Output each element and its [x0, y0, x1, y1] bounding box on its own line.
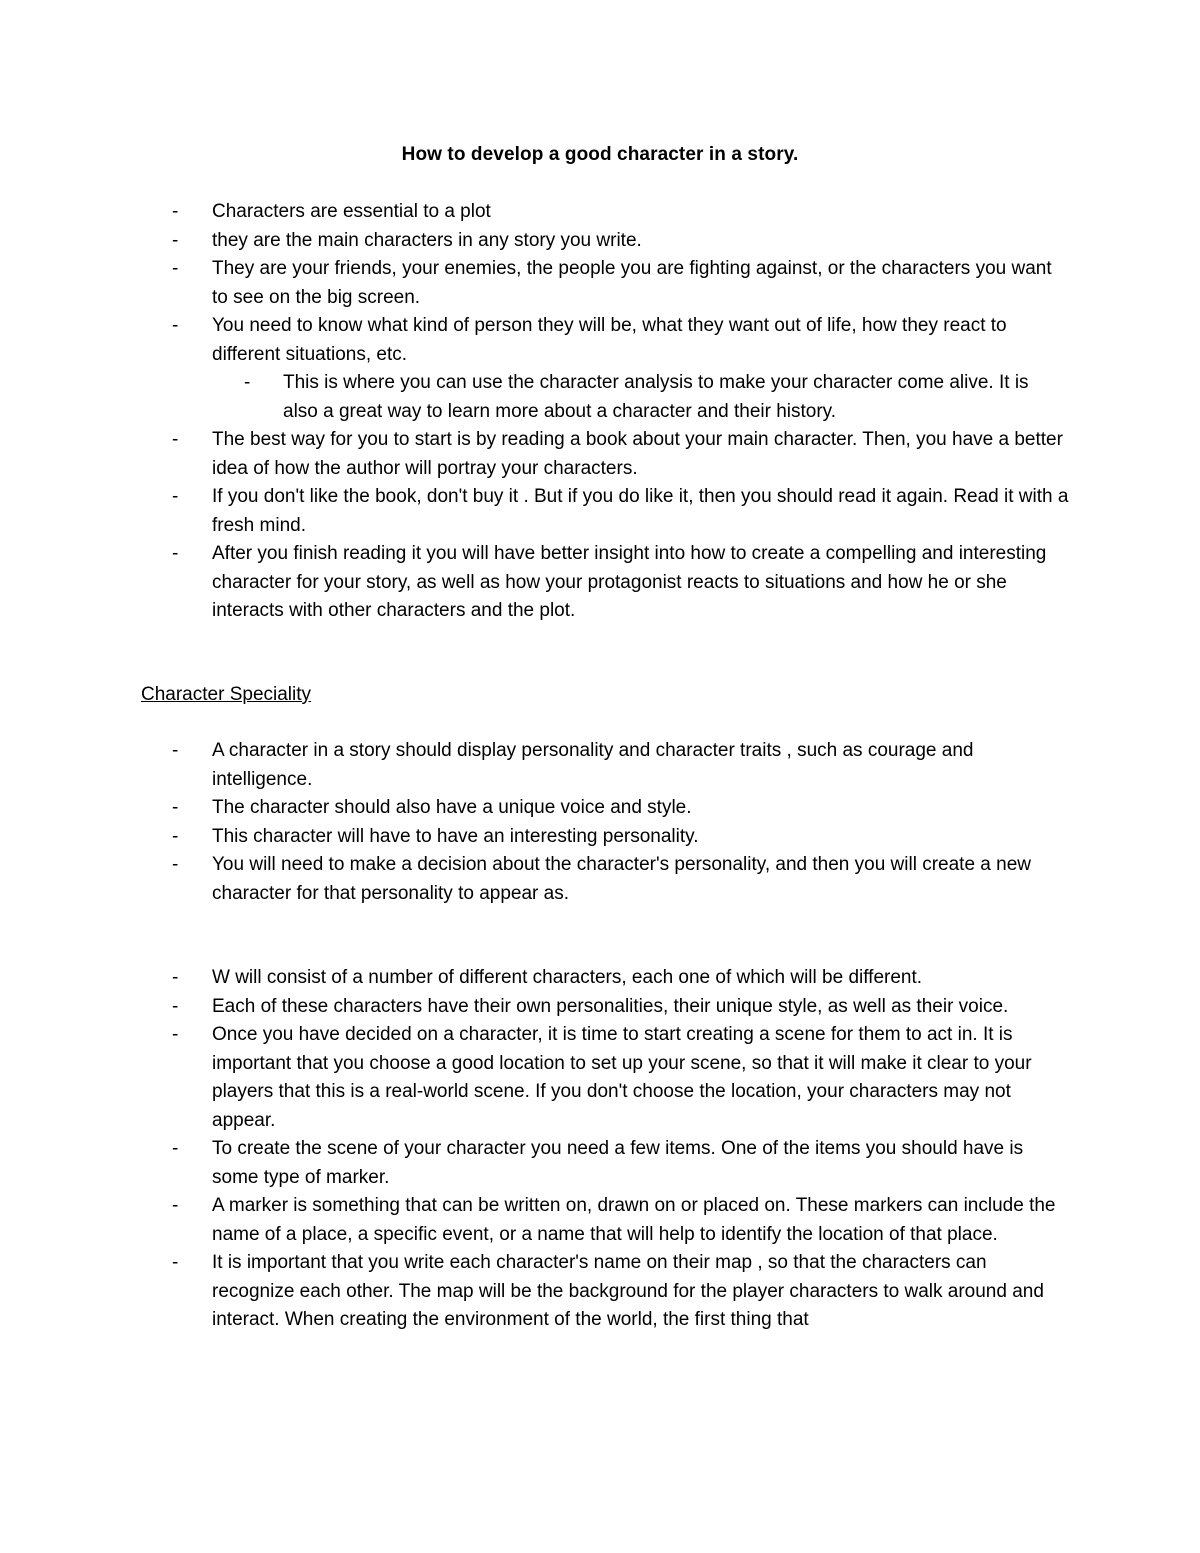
bullet-dash: -	[172, 967, 179, 988]
bullet-dash: -	[172, 995, 179, 1017]
list-item	[0, 737, 1072, 794]
list-item-text: Each of these characters have their own personalities, their unique style, as well as their voice.	[212, 995, 1009, 1017]
list-item	[0, 993, 1072, 1022]
list-item	[0, 823, 1072, 852]
bullet-dash: -	[172, 229, 179, 251]
document-title: How to develop a good character in a story.	[401, 144, 799, 165]
list-item-text: They are your friends, your enemies, the people you are fighting against, or the characters you want to see on the big screen.	[212, 258, 1052, 308]
bullet-dash: -	[172, 1252, 179, 1273]
list-item	[0, 964, 1072, 993]
bullet-dash: -	[172, 543, 179, 564]
list-item	[0, 540, 1072, 626]
list-item	[0, 312, 1072, 369]
list-item	[0, 794, 1072, 823]
bullet-dash: -	[172, 1024, 179, 1045]
bullet-dash: -	[172, 825, 179, 847]
list-item-text: Once you have decided on a character, it is time to start creating a scene for them to act in. It is important that you choose a good location to set up your scene, so that it will make it clear to your players that this is a real-world scene. If you don't choose the location, your characters may not appear.	[212, 1024, 1032, 1131]
list-item-text: W will consist of a number of different characters, each one of which will be different.	[212, 967, 923, 988]
list-item-text: Characters are essential to a plot	[212, 201, 491, 222]
list-item	[0, 1021, 1072, 1135]
bullet-dash: -	[172, 1195, 179, 1216]
list-item-text: It is important that you write each character's name on their map , so that the characters can recognize each other. The map will be the background for the player characters to walk around and interact. When creating the environment of the world, the first thing that	[212, 1252, 1044, 1330]
list-item-text: The best way for you to start is by reading a book about your main character. Then, you have a better idea of how the author will portray your characters.	[212, 429, 1063, 479]
bullet-list-speciality	[0, 737, 1072, 908]
list-item	[0, 369, 1063, 426]
bullet-list-intro	[0, 198, 1072, 626]
section-heading: Character Speciality	[141, 684, 312, 705]
bullet-dash: -	[244, 372, 251, 393]
list-item	[0, 198, 1072, 227]
list-item	[0, 255, 1072, 312]
bullet-dash: -	[172, 258, 179, 279]
list-item-text: If you don't like the book, don't buy it . But if you do like it, then you should read it again. Read it with a fresh mind.	[212, 486, 1069, 536]
list-item-text: they are the main characters in any story you write.	[212, 229, 642, 251]
list-item	[0, 227, 1072, 256]
list-item	[0, 851, 1072, 908]
bullet-list-scene	[0, 964, 1072, 1335]
list-item-text: A marker is something that can be written on, drawn on or placed on. These markers can include the name of a place, a specific event, or a name that will help to identify the location of that place.	[212, 1195, 1056, 1245]
bullet-dash: -	[172, 797, 179, 818]
list-item	[0, 1135, 1072, 1192]
list-item-text: This character will have to have an interesting personality.	[212, 825, 699, 847]
bullet-dash: -	[172, 429, 179, 450]
list-item	[0, 1192, 1072, 1249]
list-item	[0, 1249, 1072, 1335]
list-item	[0, 483, 1072, 540]
list-item-text: You need to know what kind of person they will be, what they want out of life, how they react to different situations, etc.	[212, 315, 1007, 365]
list-item-text: After you finish reading it you will have better insight into how to create a compelling and interesting character for your story, as well as how your protagonist reacts to situations and how he or she interacts with other characters and the plot.	[212, 543, 1047, 621]
bullet-dash: -	[172, 201, 179, 222]
bullet-dash: -	[172, 740, 179, 761]
list-item-text: This is where you can use the character analysis to make your character come alive. It is also a great way to learn more about a character and their history.	[283, 372, 1029, 422]
list-item	[0, 426, 1072, 483]
bullet-dash: -	[172, 854, 179, 875]
list-item-text: You will need to make a decision about the character's personality, and then you will create a new character for that personality to appear as.	[212, 854, 1032, 904]
list-item-text: The character should also have a unique voice and style.	[212, 797, 692, 818]
bullet-dash: -	[172, 1138, 179, 1159]
bullet-dash: -	[172, 486, 179, 507]
bullet-dash: -	[172, 315, 179, 336]
list-item-text: A character in a story should display personality and character traits , such as courage and intelligence.	[212, 740, 974, 790]
list-item-text: To create the scene of your character you need a few items. One of the items you should have is some type of marker.	[212, 1138, 1024, 1188]
